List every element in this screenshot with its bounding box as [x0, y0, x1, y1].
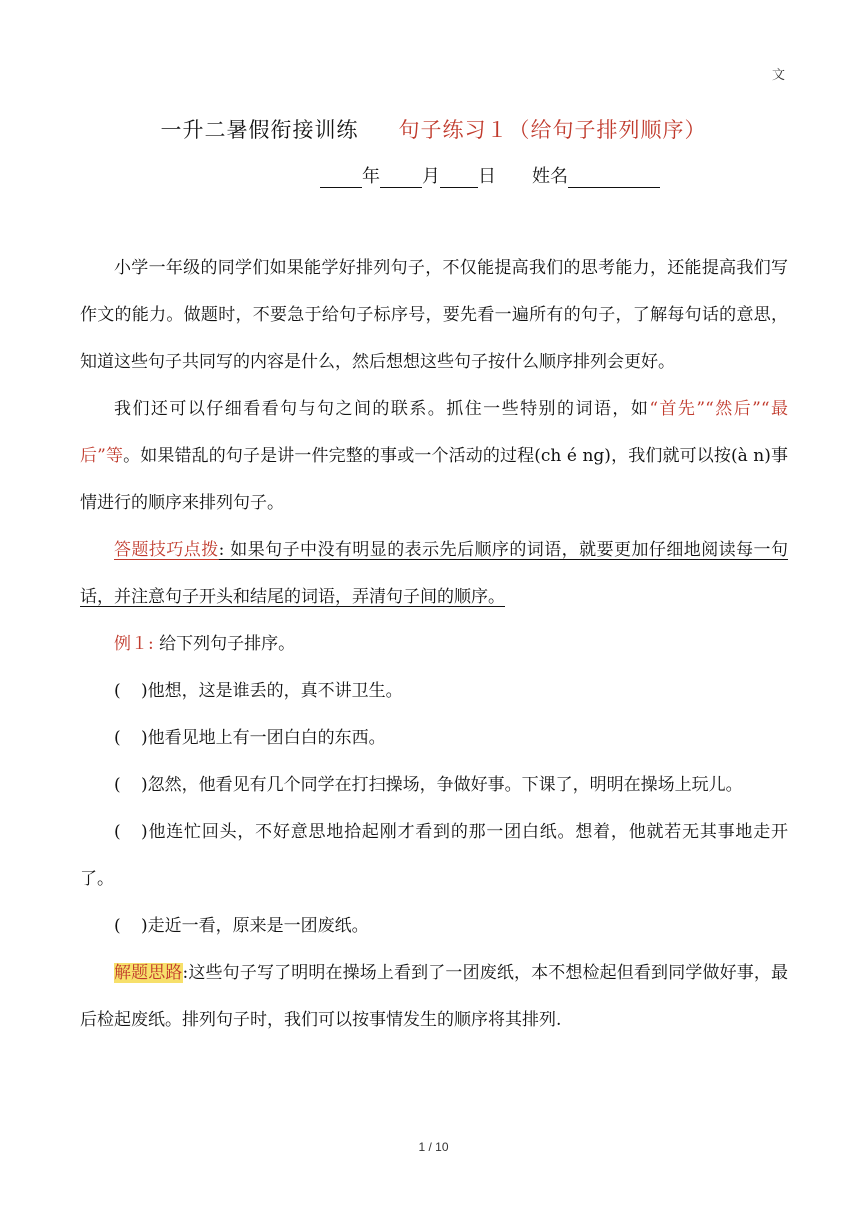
page-title [0, 114, 867, 144]
analysis-text: :这些句子写了明明在操场上看到了一团废纸，本不想检起但看到同学做好事，最后检起废纸。排列句子时，我们可以按事情发生的顺序将其排列. [80, 963, 788, 1030]
intro-p2-end: 。如果错乱的句子是讲一件完整的事或一个活动的过程(ch é ng)，我们就可以按(à n)事情进行的顺序来排列句子。 [80, 446, 788, 513]
year-blank [320, 169, 362, 188]
date-name-line [320, 162, 660, 188]
analysis-paragraph [80, 950, 788, 1044]
corner-mark: 文 [771, 68, 785, 83]
list-item: ( )走近一看，原来是一团废纸。 [114, 916, 369, 936]
title-main: 一升二暑假衔接训练 [160, 118, 359, 142]
name-label: 姓名 [532, 166, 568, 187]
intro-paragraph-1: 小学一年级的同学们如果能学好排列句子，不仅能提高我们的思考能力，还能提高我们写作文的能力。做题时，不要急于给句子标序号，要先看一遍所有的句子，了解每句话的意思，知道这些句子共同写的内容是什么，然后想想这些句子按什么顺序排列会更好。 [80, 258, 788, 372]
intro-paragraph-2 [80, 386, 788, 527]
document-body [80, 245, 788, 1044]
day-blank [440, 169, 478, 188]
day-label: 日 [478, 166, 496, 187]
list-item: ( )他看见地上有一团白白的东西。 [114, 728, 386, 748]
list-item: ( )忽然，他看见有几个同学在打扫操场，争做好事。下课了，明明在操场上玩儿。 [114, 775, 743, 795]
example-item-3: 忽然，他看见有几个同学在打扫操场，争做好事。下课了，明明在操场上玩儿。 [147, 775, 743, 795]
tip-text: 如果句子中没有明显的表示先后顺序的词语，就要更加仔细地阅读每一句话，并注意句子开头和结尾的词语，弄清句子间的顺序。 [80, 540, 789, 607]
year-label: 年 [362, 166, 380, 187]
title-sub: 句子练习１（给句子排列顺序） [398, 118, 707, 142]
list-item: ( )他想，这是谁丢的，真不讲卫生。 [114, 681, 403, 701]
example-label: 例１: [114, 634, 154, 654]
example-instruction: 给下列句子排序。 [159, 634, 296, 654]
name-blank [568, 169, 660, 188]
list-item: ( )他连忙回头，不好意思地拾起刚才看到的那一团白纸。想着，他就若无其事地走开了。 [80, 822, 788, 889]
analysis-label: 解题思路 [114, 963, 183, 983]
tip-label: 答题技巧点拨 [114, 540, 219, 560]
example-heading [80, 621, 788, 668]
month-blank [380, 169, 422, 188]
example-item-1: 他想，这是谁丢的，真不讲卫生。 [147, 681, 403, 701]
page-number: 1 / 10 [418, 1140, 449, 1154]
intro-p2-keywords: “首先”“然后”“最后”等 [80, 399, 788, 466]
tip-paragraph: 答题技巧点拨: 如果句子中没有明显的表示先后顺序的词语，就要更加仔细地阅读每一句话，并注意句子开头和结尾的词语，弄清句子间的顺序。 [80, 540, 789, 607]
example-item-4: 他连忙回头，不好意思地拾起刚才看到的那一团白纸。想着，他就若无其事地走开了。 [80, 822, 788, 889]
example-item-5: 走近一看，原来是一团废纸。 [147, 916, 369, 936]
month-label: 月 [422, 166, 440, 187]
example-item-2: 他看见地上有一团白白的东西。 [147, 728, 386, 748]
intro-p2-start: 我们还可以仔细看看句与句之间的联系。抓住一些特别的词语，如 [114, 399, 650, 419]
